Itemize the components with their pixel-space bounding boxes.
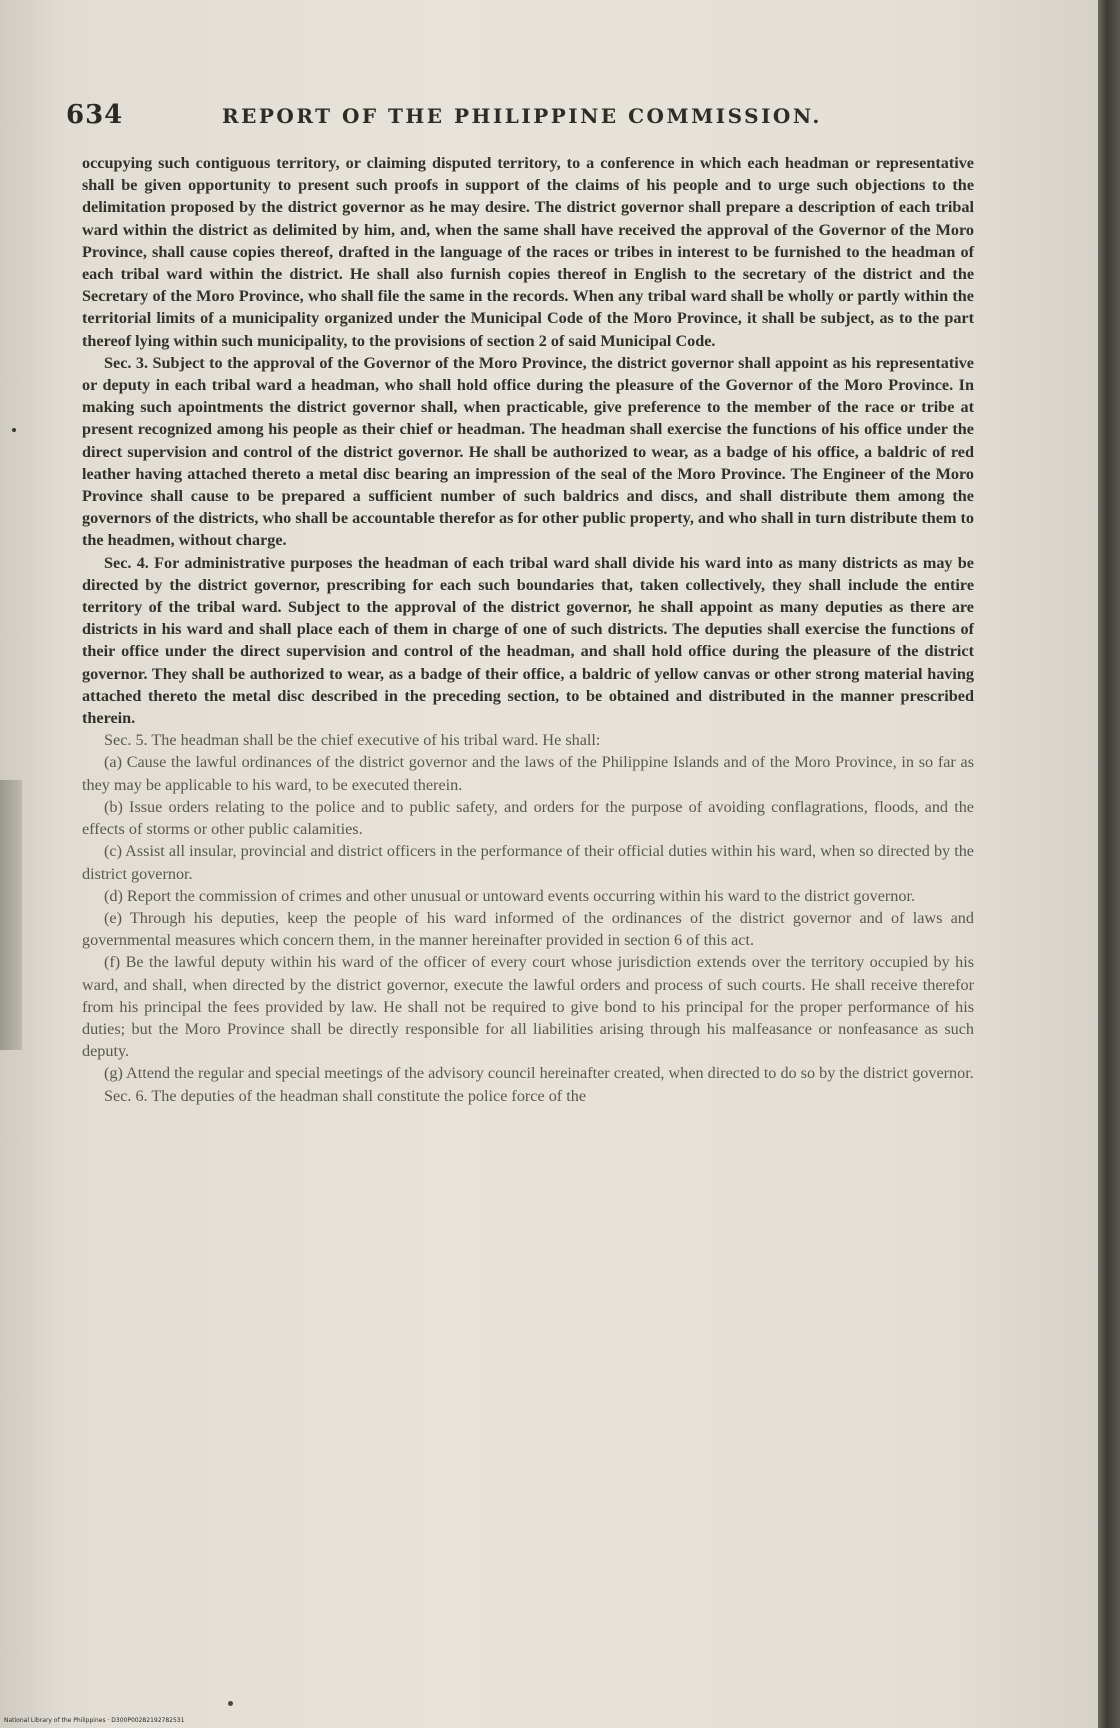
paragraph-continuation: occupying such contiguous territory, or claiming disputed territory, to a conference in which each headman or representative shall be given opportunity to present such proofs in support of the claims of his people and to urge such objections to the delimitation proposed by the district governor as he may desire. The district governor shall prepare a description of each tribal ward within the district as delimited by him, and, when the same shall have received the approval of the Governor of the Moro Province, shall cause copies thereof, drafted in the language of the races or tribes in interest to be furnished to the headman of each tribal ward within the district. He shall also furnish copies thereof in English to the secretary of the district and the Secretary of the Moro Province, who shall file the same in the records. When any tribal ward shall be wholly or partly within the territorial limits of a municipality organized under the Municipal Code of the Moro Province, it shall be subject, as to the part thereof lying within such municipality, to the provisions of section 2 of said Municipal Code.: [82, 154, 974, 350]
paragraph-sec-6: Sec. 6. The deputies of the headman shall constitute the police force of the: [104, 1086, 587, 1105]
clause-f: (f) Be the lawful deputy within his ward of the officer of every court whose jurisdiction extends over the territory occupied by his ward, and shall, when directed by the district governor, execute the lawful orders and process of such courts. He shall receive therefor from his principal the fees provided by law. He shall not be required to give bond to his principal for the proper performance of his duties; but the Moro Province shall be directly responsible for all liabilities arising through his malfeasance or nonfeasance as such deputy.: [82, 953, 974, 1061]
body-text: [82, 152, 974, 1107]
clause-d: (d) Report the commission of crimes and other unusual or untoward events occurring within his ward to the district governor.: [104, 886, 915, 905]
paragraph-sec-5: Sec. 5. The headman shall be the chief executive of his tribal ward. He shall:: [104, 731, 601, 750]
clause-b: (b) Issue orders relating to the police and to public safety, and orders for the purpose of avoiding conflagrations, floods, and the effects of storms or other public calamities.: [82, 797, 974, 839]
ink-dot: [228, 1701, 233, 1706]
paragraph-sec-4: Sec. 4. For administrative purposes the headman of each tribal ward shall divide his ward into as many districts as may be directed by the district governor, prescribing for each such boundaries that, taken collectively, they shall include the entire territory of the tribal ward. Subject to the approval of the district governor, he shall appoint as many deputies as there are districts in his ward and shall place each of them in charge of one of such districts. The deputies shall exercise the functions of their office under the direct supervision and control of the headman, and shall hold office during the pleasure of the district governor. They shall be authorized to wear, as a badge of their office, a baldric of yellow canvas or other strong material having attached thereto the metal disc described in the preceding section, to be obtained and distributed in the manner prescribed therein.: [82, 553, 974, 728]
page-edge-shadow: [0, 780, 22, 1050]
paragraph-sec-3: Sec. 3. Subject to the approval of the Governor of the Moro Province, the district governor shall appoint as his representative or deputy in each tribal ward a headman, who shall hold office during the pleasure of the Governor of the Moro Province. In making such apointments the district governor shall, when practicable, give preference to the member of the race or tribe at present recognized among his people as their chief or headman. The headman shall exercise the functions of his office under the direct supervision and control of the district governor. He shall be authorized to wear, as a badge of his office, a baldric of red leather having attached thereto a metal disc bearing an impression of the seal of the Moro Province. The Engineer of the Moro Province shall cause to be prepared a sufficient number of such baldrics and discs, and shall distribute them among the governors of the districts, who shall be accountable therefor as for other public property, and who shall in turn distribute them to the headmen, without charge.: [82, 353, 974, 550]
clause-e: (e) Through his deputies, keep the people of his ward informed of the ordinances of the district governor and of laws and governmental measures which concern them, in the manner hereinafter provided in section 6 of this act.: [82, 908, 974, 950]
scan-credit: National Library of the Philippines · D300P00282192782531: [4, 1717, 185, 1724]
page-header: [66, 100, 986, 132]
clause-a: (a) Cause the lawful ordinances of the district governor and the laws of the Philippine Islands and of the Moro Province, in so far as they may be applicable to his ward, to be executed therein.: [82, 753, 974, 794]
clause-c: (c) Assist all insular, provincial and district officers in the performance of their official duties within his ward, when so directed by the district governor.: [82, 842, 974, 883]
book-spine-edge: [1098, 0, 1120, 1728]
running-title: REPORT OF THE PHILIPPINE COMMISSION.: [222, 104, 822, 128]
margin-speck: [12, 428, 16, 432]
clause-g: (g) Attend the regular and special meetings of the advisory council hereinafter created, when directed to do so by the district governor.: [104, 1064, 974, 1083]
page-number: 634: [66, 100, 124, 130]
